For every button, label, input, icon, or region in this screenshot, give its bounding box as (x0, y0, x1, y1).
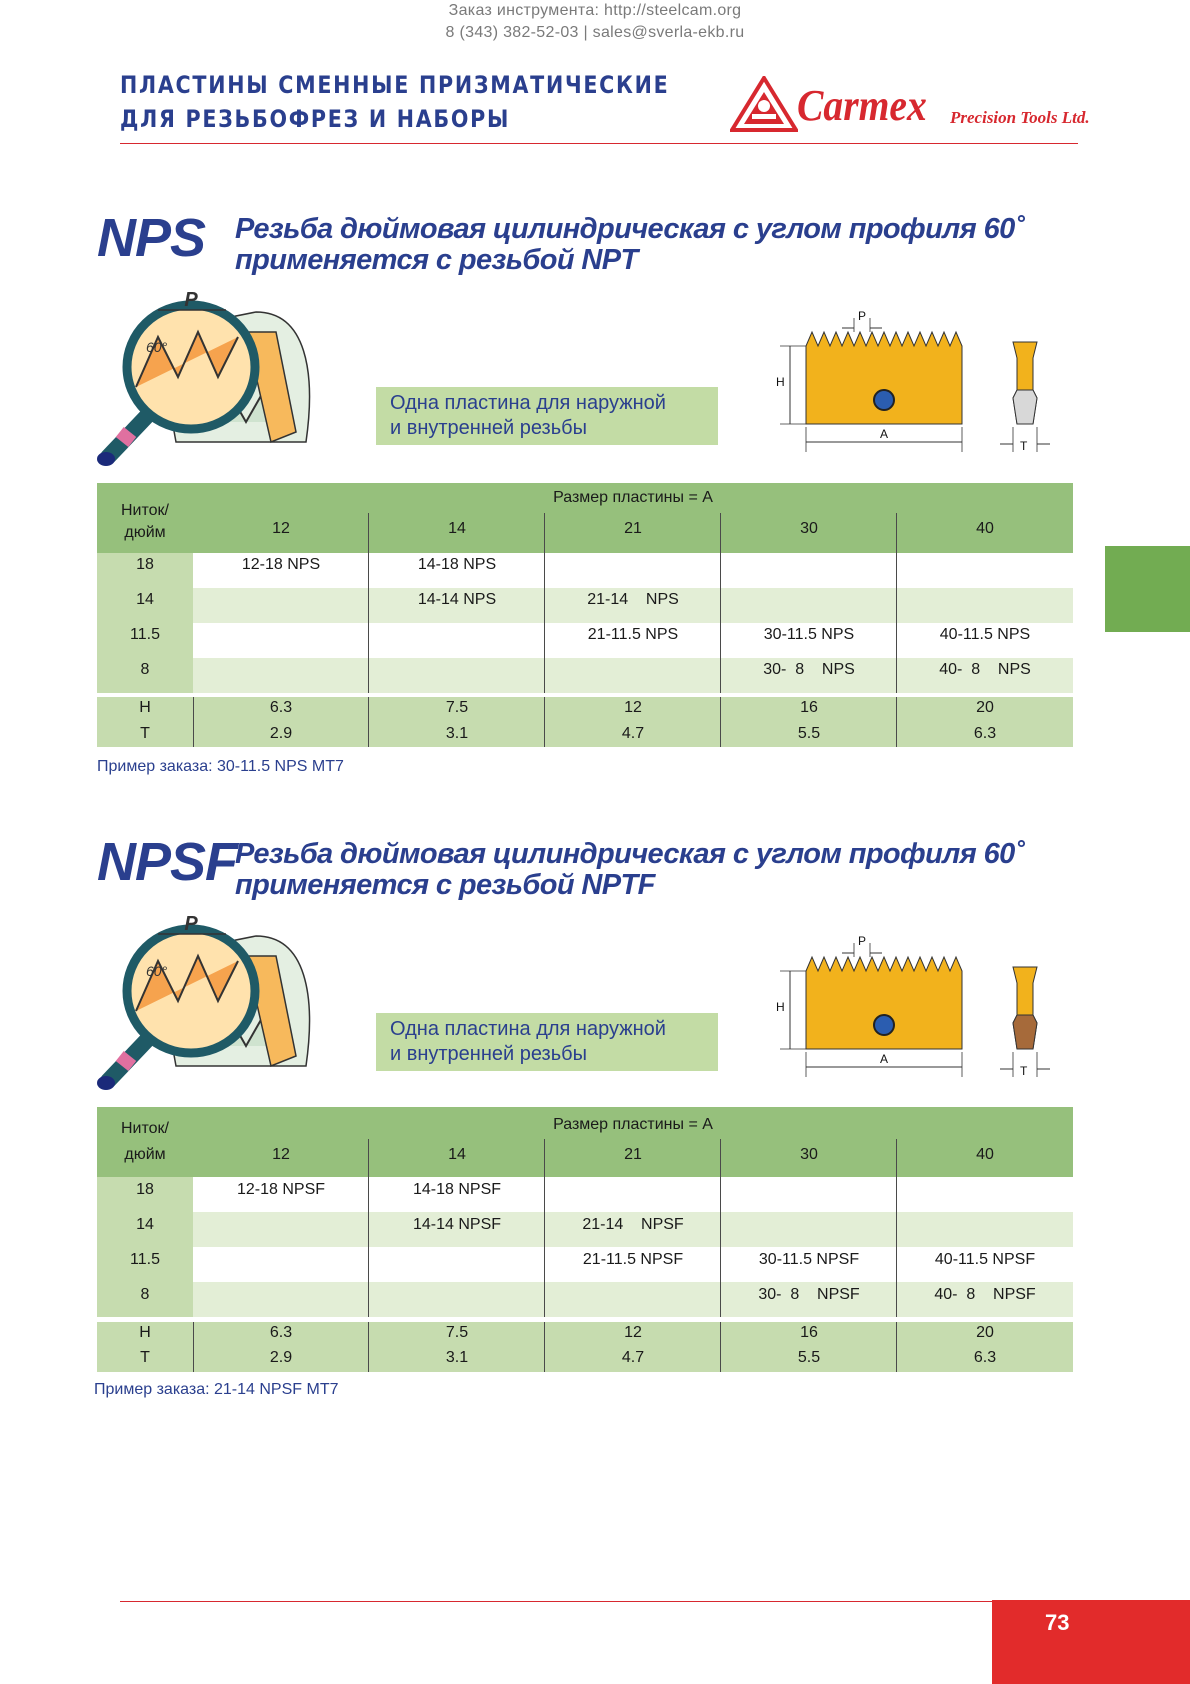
insert-note-line2: и внутренней резьбы (390, 1043, 587, 1065)
insert-cell: 12-18 NPSF (236, 1181, 326, 1198)
pitch-dim-label: P (858, 934, 867, 948)
t-value: 4.7 (621, 1349, 645, 1366)
thread-magnifier-illustration (96, 916, 326, 1094)
t-value: 6.3 (973, 1349, 997, 1366)
section-code: NPSF (97, 832, 238, 892)
t-label: T (140, 1349, 150, 1366)
insert-cell: 21-14 NPSF (582, 1216, 684, 1233)
thickness-label: T (1020, 1064, 1028, 1078)
footer-divider (120, 1601, 992, 1602)
size-header: 40 (976, 520, 994, 537)
tpi-cell: 11.5 (130, 626, 160, 643)
h-value: 20 (976, 1324, 994, 1341)
tpi-cell: 8 (140, 661, 150, 678)
size-header: 12 (272, 520, 290, 537)
insert-cell: 30-11.5 NPSF (758, 1251, 860, 1268)
length-label: A (880, 1052, 889, 1066)
h-value: 12 (624, 699, 642, 716)
size-header: 12 (272, 1146, 290, 1163)
insert-note-line1: Одна пластина для наружной (390, 392, 666, 414)
pitch-label: P (184, 916, 198, 935)
section-tab-marker (1105, 546, 1190, 632)
section-code: NPS (97, 208, 206, 268)
t-value: 2.9 (269, 1349, 293, 1366)
h-label: H (139, 699, 151, 716)
thread-magnifier-illustration (96, 292, 326, 470)
insert-note-line2: и внутренней резьбы (390, 417, 587, 439)
height-label: H (776, 375, 785, 389)
page-number-text: 73 (1045, 1610, 1070, 1635)
tpi-cell: 18 (136, 1181, 154, 1198)
h-value: 16 (800, 699, 818, 716)
t-value: 6.3 (973, 725, 997, 742)
group-header: Размер пластины = A (553, 489, 713, 506)
h-value: 7.5 (445, 1324, 469, 1341)
insert-cell: 40- 8 NPSF (934, 1286, 1036, 1303)
size-header: 21 (624, 1146, 642, 1163)
insert-cell: 40- 8 NPS (939, 661, 1031, 678)
insert-cell: 30- 8 NPSF (758, 1286, 860, 1303)
t-value: 4.7 (621, 725, 645, 742)
t-label: T (140, 725, 150, 742)
insert-note-line1: Одна пластина для наружной (390, 1018, 666, 1040)
length-label: A (880, 427, 889, 441)
page-title (120, 68, 669, 136)
size-header: 30 (800, 520, 818, 537)
h-value: 12 (624, 1324, 642, 1341)
carmex-logo-text: Carmex (797, 81, 927, 130)
size-header: 40 (976, 1146, 994, 1163)
insert-cell: 21-11.5 NPS (587, 626, 679, 643)
tpi-cell: 8 (140, 1286, 150, 1303)
carmex-logo-icon (730, 76, 798, 132)
page-title-line1: ПЛАСТИНЫ СМЕННЫЕ ПРИЗМАТИЧЕСКИЕ (120, 71, 670, 99)
corner-header-line1: Ниток/ (121, 1120, 169, 1137)
corner-header-line2: дюйм (124, 1146, 166, 1163)
pitch-dim-label: P (858, 309, 867, 323)
t-value: 2.9 (269, 725, 293, 742)
page-number (992, 1600, 1190, 1684)
tpi-cell: 14 (136, 1216, 154, 1233)
insert-cell: 21-14 NPS (587, 591, 679, 608)
insert-note (376, 387, 718, 445)
h-value: 6.3 (269, 699, 293, 716)
insert-cell: 40-11.5 NPS (939, 626, 1031, 643)
insert-cell: 30-11.5 NPS (763, 626, 855, 643)
tpi-cell: 18 (136, 556, 154, 573)
t-value: 3.1 (445, 1349, 469, 1366)
order-example: Пример заказа: 21-14 NPSF MT7 (94, 1381, 339, 1398)
insert-cell: 14-14 NPSF (412, 1216, 502, 1233)
section-title-line2: применяется с резьбой NPT (235, 244, 638, 276)
t-value: 5.5 (797, 1349, 821, 1366)
tpi-cell: 14 (136, 591, 154, 608)
t-value: 3.1 (445, 725, 469, 742)
size-header: 30 (800, 1146, 818, 1163)
insert-cell: 14-18 NPSF (412, 1181, 502, 1198)
insert-cell: 30- 8 NPS (763, 661, 855, 678)
corner-header-line1: Ниток/ (121, 502, 169, 519)
h-value: 16 (800, 1324, 818, 1341)
group-header: Размер пластины = A (553, 1116, 713, 1133)
section-title-line2: применяется с резьбой NPTF (235, 869, 655, 901)
size-header: 21 (624, 520, 642, 537)
h-value: 6.3 (269, 1324, 293, 1341)
t-value: 5.5 (797, 725, 821, 742)
carmex-logo-subtitle: Precision Tools Ltd. (950, 108, 1090, 127)
insert-table (97, 1107, 1073, 1372)
insert-table (97, 483, 1073, 747)
contact-phone-email: 8 (343) 382-52-03 | sales@sverla-ekb.ru (445, 24, 745, 41)
h-value: 20 (976, 699, 994, 716)
angle-label: 60° (146, 339, 168, 355)
section-title-line1: Резьба дюймовая цилиндрическая с углом профиля 60˚ (235, 838, 1024, 870)
insert-cell: 14-14 NPS (417, 591, 497, 608)
corner-header-line2: дюйм (124, 524, 166, 541)
insert-cell: 21-11.5 NPSF (582, 1251, 684, 1268)
insert-dimension-diagram (770, 302, 1090, 458)
h-label: H (139, 1324, 151, 1341)
page-title-line2: ДЛЯ РЕЗЬБОФРЕЗ И НАБОРЫ (120, 105, 511, 133)
tpi-cell: 11.5 (130, 1251, 160, 1268)
insert-note (376, 1013, 718, 1071)
size-header: 14 (448, 1146, 466, 1163)
insert-dimension-diagram (770, 927, 1090, 1083)
angle-label: 60° (146, 963, 168, 979)
insert-cell: 14-18 NPS (417, 556, 497, 573)
order-example: Пример заказа: 30-11.5 NPS MT7 (97, 758, 344, 775)
insert-cell: 40-11.5 NPSF (934, 1251, 1036, 1268)
header-divider (120, 143, 1078, 144)
contact-url: Заказ инструмента: http://steelcam.org (448, 2, 742, 19)
section-title-line1: Резьба дюймовая цилиндрическая с углом профиля 60˚ (235, 213, 1024, 245)
h-value: 7.5 (445, 699, 469, 716)
insert-cell: 12-18 NPS (241, 556, 321, 573)
height-label: H (776, 1000, 785, 1014)
thickness-label: T (1020, 439, 1028, 453)
size-header: 14 (448, 520, 466, 537)
pitch-label: P (184, 292, 198, 311)
